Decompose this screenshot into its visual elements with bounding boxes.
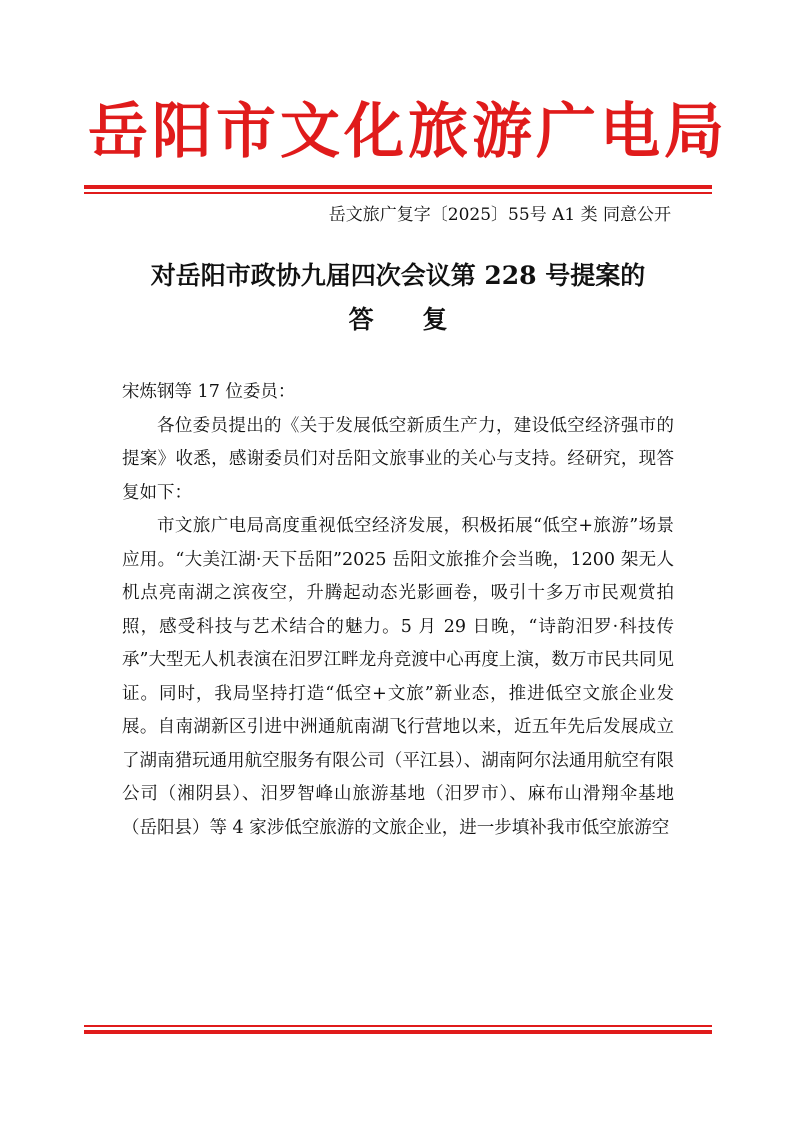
document-number: 岳文旅广复字〔2025〕55号 A1 类 同意公开 [328,205,671,225]
footer-rule-thin [84,1025,712,1027]
agency-masthead: 岳阳市文化旅游广电局 [88,97,728,167]
header-rule-thick [84,185,712,189]
paragraph-1: 各位委员提出的《关于发展低空新质生产力，建设低空经济强市的提案》收悉，感谢委员们对岳阳文旅事业的关心与支持。经研究，现答复如下： [122,415,674,503]
salutation: 宋炼钢等 17 位委员： [122,382,296,402]
footer-rule-thick [84,1030,712,1034]
paragraph-2: 市文旅广电局高度重视低空经济发展，积极拓展“低空+旅游”场景应用。“大美江湖·天下岳阳”2025 岳阳文旅推介会当晚，1200 架无人机点亮南湖之滨夜空，升腾起动态光影画卷，吸引十多万市民观赏拍照，感受科技与艺术结合的魅力。5 月 29 日晚，“诗韵汨罗·科技传承”大型无人机表演在汨罗江畔龙舟竞渡中心再度上演，数万市民共同见证。同时，我局坚持打造“低空+文旅”新业态，推进低空文旅企业发展。自南湖新区引进中洲通航南湖飞行营地以来，近五年先后发展成立了湖南猎玩通用航空服务有限公司（平江县）、湖南阿尔法通用航空有限公司（湘阴县）、汨罗智峰山旅游基地（汨罗市）、麻布山滑翔伞基地（岳阳县）等 4 家涉低空旅游的文旅企业，进一步填补我市低空旅游空 [122,516,674,838]
document-title-line1: 对岳阳市政协九届四次会议第 228 号提案的 [150,261,646,290]
header-rule-thin [84,192,712,194]
document-body [122,376,674,845]
document-title-line2: 答 复 [348,305,468,334]
